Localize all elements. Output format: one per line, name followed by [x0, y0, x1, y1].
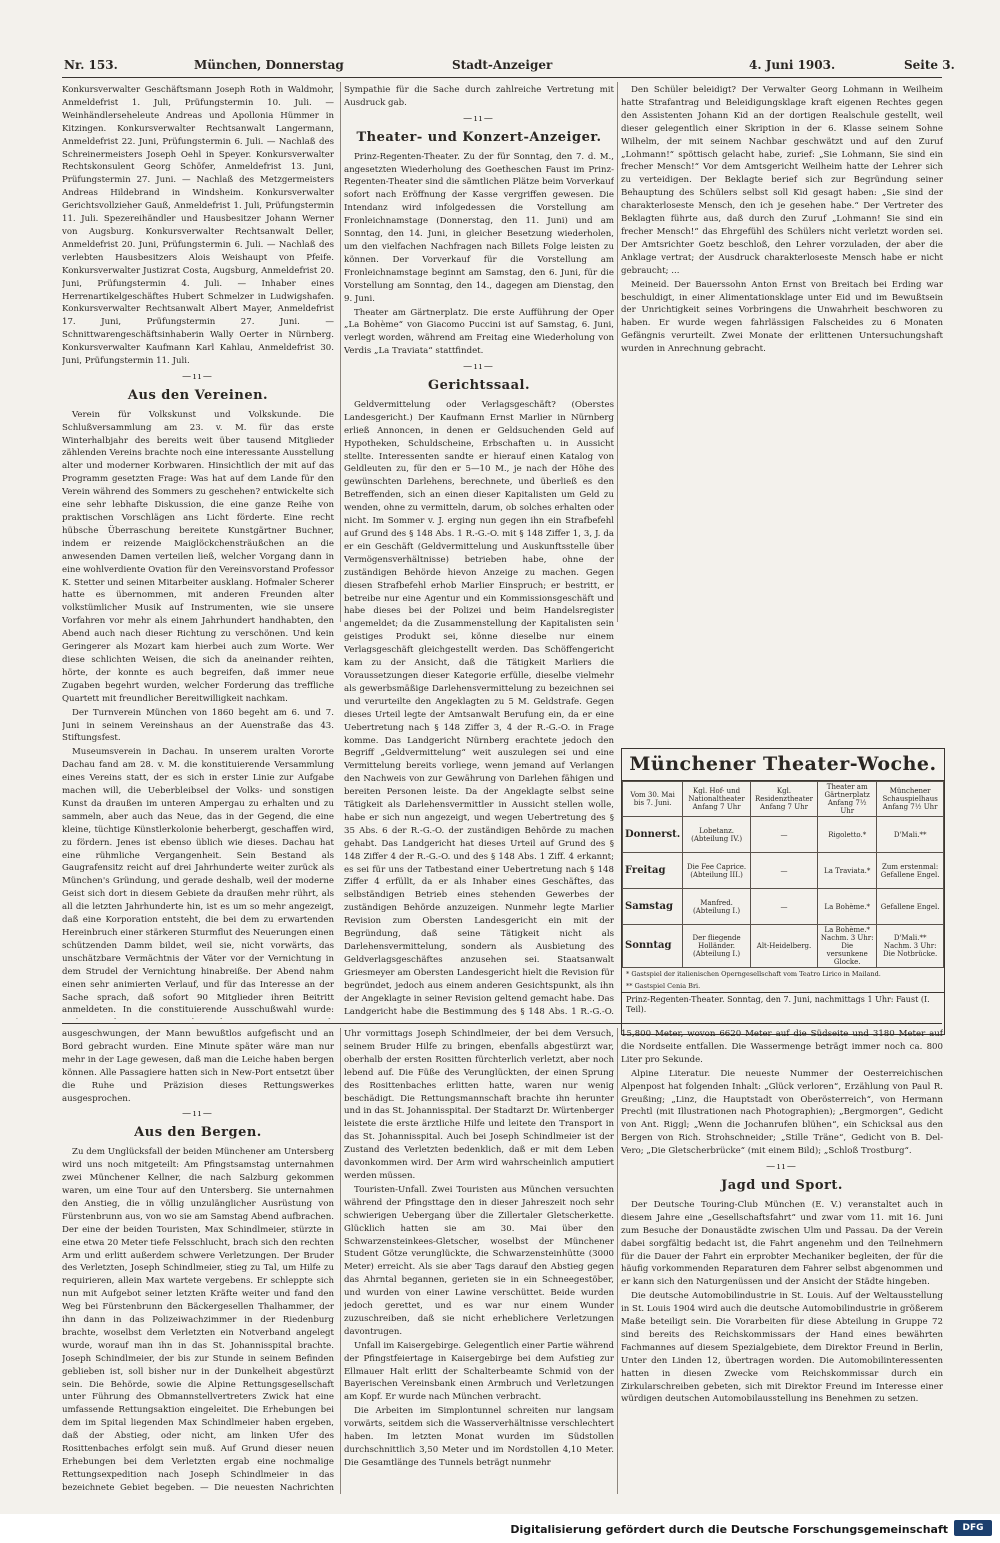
table-cell: Lobetanz. (Abteilung IV.)	[683, 817, 751, 853]
page-header	[62, 55, 955, 78]
column-3-lower	[621, 1028, 943, 1496]
article-kaisergebirge: Unfall im Kaisergebirge. Gelegentlich einer Partie während der Pfingstfeiertage in Kaisergebirge bei dem Aufstieg zur Ellmauer Halt erlitt der Schalterbeamte Schmid von der Bayerischen Vereinsbank einen Armbruch und Verletzungen am Kopf. Er wurde nach München verbracht.	[344, 1340, 614, 1403]
article-untersberg: Zu dem Unglücksfall der beiden Münchener am Untersberg wird uns noch mitgeteilt: Am Pfingstsamstag unternahmen zwei Münchener Kellner, die nach Salzburg gekommen waren, um eine Tour auf den Untersberg. Sie unternahmen den Anstieg, die in völlig unzulänglicher Ausrüstung von Fürstenbrunn aus, von wo sie am Samstag Abend aufbrachen. Der eine der beiden Touristen, Max Schindlmeier, stürzte in eine etwa 20 Meter tiefe Felsschlucht, brach sich den rechten Arm und erlitt außerdem schwere Verletzungen. Der Bruder des Verletzten, Joseph Schindlmeier, stieg zu Tal, um Hilfe zu requirieren, allein Max wartete vergebens. Er schleppte sich nun mit Aufgebot seiner letzten Kräfte weiter und fand den Weg bei Fürstenbrunn den Bäckergesellen Thalhammer, der ihn dann in das Polizeiwachzimmer in der Riedenburg brachte, woselbst dem Verletzten ein Notverband angelegt wurde, worauf man ihn in das St. Johannisspital brachte. Joseph Schindlmeier, der bis zur Stunde in seinem Befinden geblieben ist, soll bisher nur in der Dunkelheit abgestürzt sein. Die Behörde, sowie die Alpine Rettungsgesellschaft unter Führung des Obmannstellvertreters Zwick hat eine umfassende Rettungsaktion eingeleitet. Die Erhebungen bei dem im Spital liegenden Max Schindlmeier haben ergeben, daß der Abstieg, oder nicht, am linken Ufer des Rosittenbaches erfolgt sein muß. Auf Grund dieser neuen Erhebungen bei dem Verletzten ergab eine nochmalige Rettungsexpedition nach Joseph Schindlmeier in das bezeichnete Gebiet begeben. — Die neuesten Nachrichten	[62, 1147, 334, 1493]
section-heading-gerichtssaal: Gerichtssaal.	[428, 378, 530, 394]
table-cell: La Traviata.*	[818, 853, 877, 889]
column-rule	[340, 1028, 341, 1494]
article-meineid: Meineid. Der Bauerssohn Anton Ernst von Breitach bei Erding war beschuldigt, in einer Alimentationsklage unter Eid und im Bewußtsein der Unrichtigkeit seines Vorbringens die Unwahrheit beschworen zu haben. Er wurde wegen fahrlässigen Falscheides zu 6 Monaten Gefängnis verurteilt. Zwei Monate der erlittenen Untersuchungshaft wurden in Anrechnung gebracht.	[621, 279, 943, 355]
table-row	[623, 817, 944, 853]
digitization-footer	[0, 1514, 1000, 1543]
table-cell: —	[750, 853, 817, 889]
article-alpine-literatur: Alpine Literatur. Die neueste Nummer der Oesterreichischen Alpenpost hat folgenden Inhalt: „Glück verloren“, Erzählung von Paul R. Greußing; „Linz, die Hauptstadt von Oberösterreich“, von Hermann Prechtl (mit Illustrationen nach Photographien); „Bergmorgen“, Gedicht von Ant. Riggl; „Wenn die Jochanrufen blühen“, ein Schicksal aus den Bergen von Rich. Strohschneider; „Stille Träne“, Gedicht von B. Del-Vero; „Die Gletscherbrücke“ (mit einem Bild); „Schloß Trostburg“.	[621, 1068, 943, 1157]
rescue-article-end: ausgeschwungen, der Mann bewußtlos aufgefischt und an Bord gebracht wurden. Eine Minute später wäre man nur mehr in der Lage gewesen, daß man die Leiche haben bergen können. Alle Passagiere hatten sich in New-Port entsetzt über die Ruhe und Präzision dieses Rettungswerkes ausgesprochen.	[62, 1029, 334, 1104]
column-2-intro: Sympathie für die Sache durch zahlreiche Vertretung mit Ausdruck gab.	[344, 85, 614, 108]
separator: —ıı—	[463, 113, 495, 124]
table-cell: Gefallene Engel.	[877, 889, 944, 925]
column-header: Kgl. Hof- und Nationaltheater Anfang 7 Uhr	[683, 782, 751, 817]
separator: —ıı—	[766, 1162, 798, 1173]
column-header: Theater am Gärtnerplatz Anfang 7½ Uhr	[818, 782, 877, 817]
day-cell: Samstag	[623, 889, 683, 925]
prinz-regenten-notice: Prinz-Regenten-Theater. Sonntag, den 7. Juni, nachmittags 1 Uhr: Faust (I. Teil).	[622, 992, 944, 1017]
article-touristen-unfall: Touristen-Unfall. Zwei Touristen aus München versuchten während der Pfingsttage den in dieser Jahreszeit noch sehr schwierigen Uebergang über die Zillertaler Gletscherkette. Glücklich hatten sie am 30. Mai über den Schwarzensteinkees-Gletscher, woselbst der Münchener Student Götze verunglückte, die Schwarzensteinhütte (3000 Meter) erreicht. Als sie aber Tags darauf den Abstieg gegen das Ahrntal begannen, gerieten sie in ein Schneegestöber, und wurden von einer Lawine verschüttet. Beide wurden jedoch gerettet, und es war nur einem Wunder zuzuschreiben, daß sie nicht erheblichere Verletzungen davontrugen.	[344, 1184, 614, 1337]
day-cell: Sonntag	[623, 925, 683, 968]
column-header: Kgl. Residenztheater Anfang 7 Uhr	[750, 782, 817, 817]
table-cell: Manfred. (Abteilung I.)	[683, 889, 751, 925]
bankruptcy-notices: Konkursverwalter Geschäftsmann Joseph Roth in Waldmohr, Anmeldefrist 1. Juli, Prüfungstermin 10. Juli. — Weinhändlerseheleute Andreas und Apollonia Hümmer in Kitzingen. Konkursverwalter Rechtsanwalt Langermann, Anmeldefrist 22. Juni, Prüfungstermin 6. Juli. — Nachlaß des Schreinermeisters Joseph Oehl in Speyer. Konkursverwalter Rechtskonsulent Georg Schöfer, Anmeldefrist 13. Juni, Prüfungstermin 27. Juni. — Nachlaß des Metzgermeisters Andreas Hildebrand in Windsheim. Konkursverwalter Gerichtsvollzieher Gauß, Anmeldefrist 1. Juli, Prüfungstermin 11. Juli. Spezereihändler und Hausbesitzer Johann Werner von Augsburg. Konkursverwalter Rechtsanwalt Deller, Anmeldefrist 20. Juni, Prüfungstermin 6. Juli. — Nachlaß des verlebten Hausbesitzers Alois Weishaupt von Pfeife. Konkursverwalter Justizrat Costa, Augsburg, Anmeldefrist 20. Juni, Prüfungstermin 4. Juli. — Inhaber eines Herrenartikelgeschäftes Hubert Schmelzer in Ludwigshafen. Konkursverwalter Rechtsanwalt Albert Mayer, Anmeldefrist 17. Juni, Prüfungstermin 27. Juni. — Schnittwarengeschäftsinhaberin Wally Oerter in Nürnberg. Konkursverwalter Kaufmann Karl Kahlau, Anmeldefrist 30. Juni, Prüfungstermin 11. Juli.	[62, 85, 334, 367]
column-1-lower	[62, 1028, 334, 1496]
column-rule	[617, 1028, 618, 1494]
separator: —ıı—	[182, 371, 214, 382]
header-date: 4. Juni 1903.	[749, 58, 836, 72]
dfg-logo: DFG	[954, 1520, 992, 1536]
table-cell: Die Fee Caprice. (Abteilung III.)	[683, 853, 751, 889]
article-automobilindustrie: Die deutsche Automobilindustrie in St. Louis. Auf der Weltausstellung in St. Louis 1904 wird auch die deutsche Automobilindustrie in größerem Maße beteiligt sein. Die Vorarbeiten für diese Abteilung in Gruppe 72 sind bereits des Reichskommissars der Hand eines bewährten Fachmannes auf diesem Spezialgebiete, dem Direktor Freund in Berlin, Unter den Linden 12, übertragen worden. Die Automobilinteressenten hatten in diesen Zwecke vom Reichskommissar durch ein Zirkularschreiben gebeten, sich mit Direktor Freund im Interesse einer würdigen deutschen Automobilausstellung ins Benehmen zu setzen.	[621, 1291, 943, 1405]
article-gaertnerplatz: Theater am Gärtnerplatz. Die erste Aufführung der Oper „La Bohème“ von Giacomo Puccini ist auf Samstag, 6. Juni, verlegt worden, während am Freitag eine Wiederholung von Verdis „La Traviata“ stattfindet.	[344, 307, 614, 357]
column-rule	[617, 82, 618, 622]
table-row	[623, 889, 944, 925]
article-geldvermittelung: Geldvermittelung oder Verlagsgeschäft? (Oberstes Landesgericht.) Der Kaufmann Ernst Marlier in Nürnberg erließ Annoncen, in denen er Geldsuchenden Geld auf Hypotheken, Schuldscheine, Erbschaften u. in Aussicht stellte. Interessenten sandte er hierauf einen Katalog von Geldleuten zu, für den er 5—10 M., je nach der Höhe des gewünschten Darlehens, berechnete, und überließ es den Betreffenden, sich an einen dieser Kapitalisten um Geld zu wenden, ohne zu vermitteln, darum, ob solches erhalten oder nicht. Im Sommer v. J. erging nun gegen ihn ein Strafbefehl auf Grund des § 148 Abs. 1 R.-G.-O. mit § 148 Ziffer 1, 3, J. da er ein Geschäft (Geldvermittelung und Auskunftsstelle über Vermögensverhältnisse) betrieben habe, ohne der zuständigen Behörde hievon Anzeige zu machen. Gegen diesen Strafbefehl erhob Marlier Einspruch; er bestritt, er betreibe nur eine Agentur und ein Kommissionsgeschäft und habe dieses bei der Polizei und beim Handelsregister angemeldet; da die Zusammenstellung der Kapitalisten sein geistiges Produkt sei, könne dieselbe nur einem Verlagsgeschäft gleichgestellt werden. Das Schöffengericht kam zu der Ansicht, daß die Tätigkeit Marliers die Voraussetzungen dieser Kategorie erfülle, dieselbe vielmehr als gewerbsmäßige Darlehensvermittelung zu bezeichnen sei und verurteilte den Angeklagten zu 5 M. Geldstrafe. Gegen dieses Urteil legte der Amtsanwalt Berufung ein, da er eine Uebertretung nach § 148 Ziffer 3, 4 der R.-G.-O. in Frage komme. Das Landgericht Nürnberg erachtete jedoch den Begriff „Geldvermittelung“ weit auszulegen sei und eine Vermittelung bereits vorliege, wenn jemand auf Verlangen den Nachweis von zur Gewährung von Darlehen fähigen und bereiten Personen leiste. Da der Angeklagte selbst seine Tätigkeit als Darlehensvermittler in Aussicht stellen wolle, habe er sich nun angezeigt, und wegen Uebertretung des § 35 Abs. 6 der R.-G.-O. der zuständigen Behörde zu machen gehabt. Das Landgericht hat dieses Urteil auf Grund des § 148 Ziffer 4 der R.-G.-O. und des § 148 Abs. 1 Ziff. 4 erkannt; es sei für uns der Tatbestand einer Uebertretung nach § 148 Ziffer 4 erfüllt, da er als Inhaber eines Geschäftes, das selbständigen Betrieb eines stehenden Gewerbes der zuständigen Behörde anzuzeigen. Nunmehr legte Marlier Revision zum Obersten Landesgericht ein mit der Begründung, daß seine Tätigkeit nicht als Darlehensvermittelung, sondern als Ausbietung des Geldverlagsgeschäftes anzusehen sei. Staatsanwalt Griesmeyer am Obersten Landesgericht hielt die Revision für begründet, jedoch aus einem anderen Gesichtspunkt, als ihn der Angeklagte in seiner Revision geltend gemacht habe. Das Landgericht habe die Bestimmung des § 148 Abs. 1 R.-G.-O.	[344, 399, 614, 1017]
article-schueler-beleidigt: Den Schüler beleidigt? Der Verwalter Georg Lohmann in Weilheim hatte Strafantrag und Beleidigungsklage kraft eigenen Rechtes gegen den Assistenten Johann Kid an der dortigen Realschule gestellt, weil dieser gelegentlich einer Skription in der 6. Klasse seinem Sohne Wilhelm, der mit seinem Nachbar geschwätzt und auf den Zuruf „Lohmann!“ spöttisch gelacht habe, zurief: „Sie Lohmann, Sie sind ein frecher Mensch!“ Vor dem Amtsgericht Weilheim hatte der Lehrer sich zu verteidigen. Der Beklagte berief sich zur Begründung seiner Behauptung des Schülers selbst soll Kid gesagt haben: „Sie sind der charakterloseste Mensch, den ich je gesehen habe.“ Der Vertreter des Beklagten führte aus, daß durch den Zuruf „Lohmann! Sie sind ein frecher Mensch!“ das Ehrgefühl des Schülers nicht verletzt worden sei. Der Amtsrichter Goetz beschloß, den Lehrer vorzuladen, der aber die Anklage vertrat; der Ausdruck charakterloseste Mensch habe er nicht gebraucht; ...	[621, 85, 943, 276]
simplon-cont: 15,800 Meter, wovon 6620 Meter auf die Südseite und 3180 Meter auf die Nordseite entfallen. Die Wassermenge beträgt immer noch ca. 800 Liter pro Sekunde.	[621, 1029, 943, 1065]
article-turnverein: Der Turnverein München von 1860 begeht am 6. und 7. Juni in seinem Vereinshaus an der Auenstraße das 43. Stiftungsfest.	[62, 707, 334, 744]
table-corner: Vom 30. Mai bis 7. Juni.	[623, 782, 683, 817]
day-cell: Donnerst.	[623, 817, 683, 853]
table-cell: D'Mali.**	[877, 817, 944, 853]
article-simplontunnel: Die Arbeiten im Simplontunnel schreiten nur langsam vorwärts, seitdem sich die Wasserverhältnisse verschlechtert haben. Im letzten Monat wurden im Südstollen durchschnittlich 3,50 Meter und im Nordstollen 4,10 Meter. Die Gesamtlänge des Tunnels beträgt nunmehr	[344, 1406, 614, 1468]
theater-footnote-2: ** Gastspiel Cenia Bri.	[626, 982, 701, 990]
horizontal-divider	[62, 1023, 942, 1024]
theater-footnote-1: * Gastspiel der italienischen Operngesellschaft vom Teatro Lirico in Mailand.	[626, 970, 881, 978]
section-heading-bergen: Aus den Bergen.	[134, 1125, 262, 1141]
table-cell: La Bohème.*	[818, 889, 877, 925]
table-cell: —	[750, 889, 817, 925]
theater-week-box	[621, 748, 945, 1035]
table-row	[623, 925, 944, 968]
article-touring-club: Der Deutsche Touring-Club München (E. V.) veranstaltet auch in diesem Jahre eine „Gesellschaftsfahrt“ und zwar vom 11. mit 16. Juni zum Besuche der Donaustädte zwischen Ulm und Passau. Da der Verein dabei sorgfältig bedacht ist, die Fahrt angenehm und den Teilnehmern für die Dauer der Fahrt ein erprobter Mechaniker begleiten, der für die häufig vorkommenden Reparaturen dem Fahrer selbst abgenommen und er kann sich den Naturgenüssen und der Ansicht der Städte hingeben.	[621, 1199, 943, 1288]
column-2-lower	[344, 1028, 614, 1496]
table-cell: Der fliegende Holländer. (Abteilung I.)	[683, 925, 751, 968]
theater-week-title: Münchener Theater-Woche.	[622, 749, 944, 781]
day-cell: Freitag	[623, 853, 683, 889]
column-2	[344, 84, 614, 1019]
header-page: Seite 3.	[904, 58, 955, 72]
column-3	[621, 84, 943, 742]
table-cell: La Bohème.* Nachm. 3 Uhr: Die versunkene Glocke.	[818, 925, 877, 968]
article-museumsverein: Museumsverein in Dachau. In unserem uralten Vororte Dachau fand am 28. v. M. die konstituierende Versammlung eines Vereins statt, der es sich in erster Linie zur Aufgabe machen will, die Ueberbleibsel der Volks- und sonstigen Kunst da draußen im unteren Ampergau zu erhalten und zu sammeln, aber auch das Neue, das in der Gegend, die eine kleine, tüchtige Künstlerkolonie beherbergt, geschaffen wird, zu fördern. Jenes ist ebenso üblich wie dieses. Dachau hat eine rühmliche Vergangenheit. Sein Bestand als Gaugrafensitz reicht auf drei Jahrhunderte weiter zurück als München's Gründung, und gerade deshalb, weil der moderne Geist sich dort in diesem Gebiete da draußen mehr rührt, als all die letzten Jahrhunderte hin, ist es um so mehr angezeigt, daß eine Korporation entsteht, die bei dem zu erwartenden Hereinbruch einer stärkeren Sturmflut des Neuerungen einen schützenden Damm bildet, weil sie, nicht vorwärts, das unschätzbare Vermächtnis der Väter vor der Vernichtung in dem Strudel der Vernichtung hinabreiße. Der Abend nahm einen sehr animierten Verlauf, und für das Interesse an der Sache sprach, daß sofort 90 Mitglieder ihren Beitritt anmeldeten. In die constituierende Ausschußwahl wurde:	[62, 747, 334, 1016]
table-cell: Zum erstenmal: Gefallene Engel.	[877, 853, 944, 889]
table-cell: —	[750, 817, 817, 853]
column-header: Münchener Schauspielhaus Anfang 7½ Uhr	[877, 782, 944, 817]
column-rule	[340, 82, 341, 622]
section-heading-jagd-sport: Jagd und Sport.	[721, 1177, 843, 1193]
article-volkskunst: Verein für Volkskunst und Volkskunde. Die Schlußversammlung am 23. v. M. für das erste Winterhalbjahr des bereits weit über tausend Mitglieder zählenden Vereins brachte noch eine interessante Ausstellung alter und moderner Korbwaren. Hinsichtlich der mit auf das Programm gesetzten Frage: Was hat auf dem Lande für den Verein während des Sommers zu geschehen? entwickelte sich eine sehr lebhafte Diskussion, die eine ganze Reihe von praktischen Vorschlägen ans Licht förderte. Eine recht hübsche Überraschung bereitete Kunstgärtner Buchner, indem er reizende Maiglöckchensträußchen an die anwesenden Damen verteilen ließ, welcher Vorgang dann in eine wohlverdiente Ovation für den Vereinsvorstand Professor K. Stetter und seinen Mitarbeiter ausklang. Hofmaler Scherer hatte es übernommen, mit anderen Freunden alter volkstümlicher Musik auf Instrumenten, wie sie unsere Vorfahren vor mehr als einem Jahrhundert handhabten, den Abend auch nach dieser Richtung zu verschönen. Und kein Geringerer als Mozart kam hierbei auch zum Worte. Wer diese schlichten Weisen, die sich da aneinander reihten, hörte, der konnte es auch begreifen, daß immer neue Zugaben begehrt wurden, welcher Forderung das treffliche Quartett mit freundlicher Bereitwilligkeit nachkam.	[62, 409, 334, 704]
section-heading-theater: Theater- und Konzert-Anzeiger.	[356, 129, 602, 145]
issue-number: Nr. 153.	[64, 58, 118, 72]
table-cell: D'Mali.** Nachm. 3 Uhr: Die Notbrücke.	[877, 925, 944, 968]
header-section: Stadt-Anzeiger	[452, 58, 553, 72]
table-row	[623, 853, 944, 889]
footer-text: Digitalisierung gefördert durch die Deutsche Forschungsgemeinschaft	[510, 1523, 948, 1536]
table-cell: Rigoletto.*	[818, 817, 877, 853]
column-1	[62, 84, 334, 1019]
article-untersberg-cont: Uhr vormittags Joseph Schindlmeier, der bei dem Versuch, seinem Bruder Hilfe zu bringen, ebenfalls abgestürzt war, oberhalb der ersten Rositten fürchterlich verletzt, aber noch lebend auf. Die Füße des Verunglückten, der einen Sprung des Rosittenbaches erlitten hatte, waren nur wenig beschädigt. Die Rettungsmannschaft brachte ihn herunter und in das St. Johannisspital. Der Stadtarzt Dr. Würtenberger leistete die erste ärztliche Hilfe und leitete den Transport in das St. Johannisspital. Auch bei Joseph Schindlmeier ist der Zustand des Verletzten bedenklich, daß er mit dem Leben davonkommen wird. Der Arm wird wahrscheinlich amputiert werden müssen.	[344, 1029, 614, 1181]
table-header-row	[623, 782, 944, 817]
separator: —ıı—	[182, 1109, 214, 1120]
article-prinz-regenten: Prinz-Regenten-Theater. Zu der für Sonntag, den 7. d. M., angesetzten Wiederholung des Goetheschen Faust im Prinz-Regenten-Theater sind die sämtlichen Plätze beim Vorverkauf sofort nach Eröffnung der Kasse vergriffen gewesen. Die Intendanz wird infolgedessen die Vorstellung am Fronleichnamstage (Donnerstag, den 11. Juni) und am Sonntag, den 14. Juni, in gleicher Besetzung wiederholen, um den vielfachen Nachfragen nach Billets Folge leisten zu können. Der Vorverkauf für die Vorstellung am Fronleichnamstage beginnt am Samstag, den 6. Juni, für die Vorstellung am Sonntag, den 14., dagegen am Dienstag, den 9. Juni.	[344, 151, 614, 304]
header-place-day: München, Donnerstag	[194, 58, 344, 72]
section-heading-vereinen: Aus den Vereinen.	[127, 387, 269, 403]
theater-week-table	[622, 781, 944, 968]
table-cell: Alt-Heidelberg.	[750, 925, 817, 968]
separator: —ıı—	[463, 362, 495, 373]
